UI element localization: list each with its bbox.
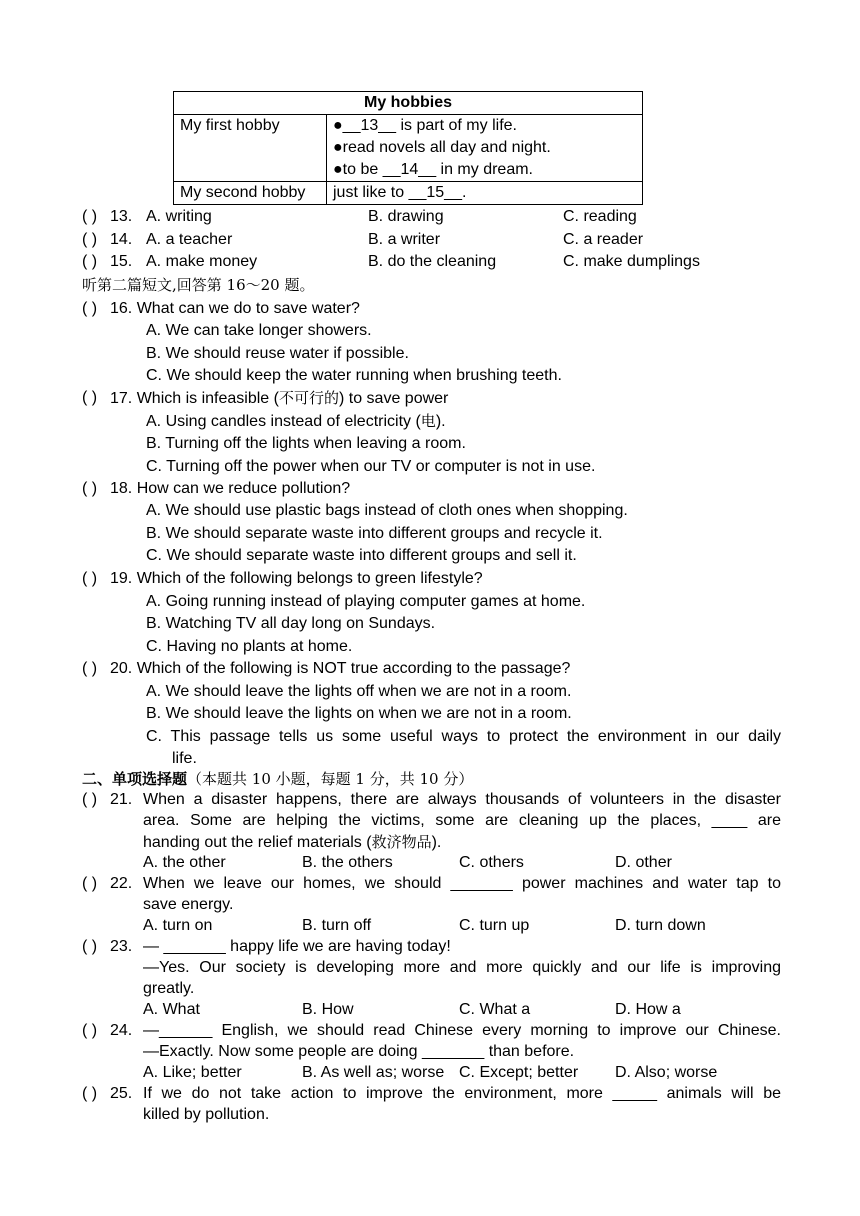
option-c: C. This passage tells us some useful ways to protect the environment in our daily	[146, 728, 781, 745]
passage-2-instruction: 听第二篇短文,回答第 16～20 题。	[82, 276, 315, 294]
option-b: B. a writer	[368, 231, 441, 248]
question-text-line: killed by pollution.	[143, 1106, 270, 1123]
option-c: C. We should keep the water running when brushing teeth.	[146, 367, 562, 384]
option-a: A. make money	[146, 253, 258, 270]
option-c: C. Except; better	[459, 1064, 579, 1081]
option-a: A. Using candles instead of electricity (电).	[146, 412, 446, 430]
option-b: B. the others	[302, 854, 393, 871]
answer-paren[interactable]: ( )	[82, 208, 98, 225]
table-row-label: My second hobby	[174, 182, 327, 205]
options-row	[0, 1000, 860, 1020]
question-stem: 19. Which of the following belongs to green lifestyle?	[110, 570, 483, 587]
table-title: My hobbies	[174, 92, 643, 115]
answer-paren[interactable]: ( )	[82, 791, 98, 808]
question-text-line: —Yes. Our society is developing more and more quickly and our life is improving	[143, 959, 781, 976]
option-a: A. Like; better	[143, 1064, 242, 1081]
table-line: ●to be __14__ in my dream.	[333, 161, 533, 178]
question-stem: 16. What can we do to save water?	[110, 300, 360, 317]
option-c: C. turn up	[459, 917, 530, 934]
answer-paren[interactable]: ( )	[82, 480, 98, 497]
question-text-line: —______ English, we should read Chinese every morning to improve our Chinese.	[143, 1022, 781, 1039]
question-text-line: When a disaster happens, there are always thousands of volunteers in the disaster	[143, 791, 781, 808]
option-b: B. do the cleaning	[368, 253, 497, 270]
option-c: C. others	[459, 854, 524, 871]
question-number: 13.	[110, 208, 133, 225]
option-c: C. What a	[459, 1001, 531, 1018]
option-a: A. writing	[146, 208, 212, 225]
table-row-label: My first hobby	[174, 115, 327, 182]
option-c: C. Having no plants at home.	[146, 638, 353, 655]
question-text-line: —Exactly. Now some people are doing _______ than before.	[143, 1043, 575, 1060]
option-d: D. How a	[615, 1001, 681, 1018]
section-note: （本题共 10 小题，每题 1 分，共 10 分）	[187, 770, 474, 788]
section-heading	[82, 769, 473, 789]
option-c: C. make dumplings	[563, 253, 700, 270]
options-row	[0, 1063, 860, 1083]
question-number: 23.	[110, 938, 133, 955]
question-number: 25.	[110, 1085, 133, 1102]
option-c: C. We should separate waste into different groups and sell it.	[146, 547, 577, 564]
question-number: 22.	[110, 875, 133, 892]
option-a: A. Going running instead of playing computer games at home.	[146, 593, 586, 610]
option-d: D. turn down	[615, 917, 706, 934]
answer-paren[interactable]: ( )	[82, 570, 98, 587]
question-text-line: If we do not take action to improve the environment, more _____ animals will be	[143, 1085, 781, 1102]
option-a: A. turn on	[143, 917, 213, 934]
option-b: B. drawing	[368, 208, 444, 225]
question-number: 24.	[110, 1022, 133, 1039]
option-d: D. other	[615, 854, 672, 871]
options-row	[0, 916, 860, 936]
answer-paren[interactable]: ( )	[82, 660, 98, 677]
option-a: A. the other	[143, 854, 226, 871]
answer-paren[interactable]: ( )	[82, 1022, 98, 1039]
question-text-line: area. Some are helping the victims, some are cleaning up the places, ____ are	[143, 812, 781, 829]
answer-paren[interactable]: ( )	[82, 938, 98, 955]
question-number: 21.	[110, 791, 133, 808]
question-number: 15.	[110, 253, 133, 270]
option-b: B. As well as; worse	[302, 1064, 445, 1081]
question-stem: 17. Which is infeasible (不可行的) to save power	[110, 389, 449, 407]
section-title: 二、单项选择题	[82, 770, 188, 788]
option-d: D. Also; worse	[615, 1064, 718, 1081]
question-text-line: greatly.	[143, 980, 195, 997]
option-b: B. Watching TV all day long on Sundays.	[146, 615, 436, 632]
option-b: B. How	[302, 1001, 354, 1018]
table-row-content: just like to __15__.	[327, 182, 643, 205]
option-a: A. We should use plastic bags instead of cloth ones when shopping.	[146, 502, 628, 519]
table-line: ●__13__ is part of my life.	[333, 117, 517, 134]
options-row	[0, 853, 860, 873]
option-b: B. Turning off the lights when leaving a room.	[146, 435, 466, 452]
question-stem: 18. How can we reduce pollution?	[110, 480, 351, 497]
hobby-table	[173, 91, 643, 205]
question-text-line: handing out the relief materials (救济物品).	[143, 833, 442, 851]
option-c: C. reading	[563, 208, 637, 225]
question-text-line: When we leave our homes, we should _______ power machines and water tap to	[143, 875, 781, 892]
answer-paren[interactable]: ( )	[82, 875, 98, 892]
table-line: ●read novels all day and night.	[333, 139, 551, 156]
option-b: B. We should reuse water if possible.	[146, 345, 409, 362]
option-b: B. We should leave the lights on when we are not in a room.	[146, 705, 572, 722]
answer-paren[interactable]: ( )	[82, 389, 98, 406]
question-number: 14.	[110, 231, 133, 248]
option-a: A. We can take longer showers.	[146, 322, 372, 339]
answer-paren[interactable]: ( )	[82, 300, 98, 317]
option-b: B. turn off	[302, 917, 372, 934]
answer-paren[interactable]: ( )	[82, 1085, 98, 1102]
option-a: A. What	[143, 1001, 200, 1018]
option-c-continued: life.	[172, 750, 197, 767]
answer-paren[interactable]: ( )	[82, 231, 98, 248]
option-b: B. We should separate waste into different groups and recycle it.	[146, 525, 603, 542]
option-a: A. a teacher	[146, 231, 233, 248]
option-c: C. Turning off the power when our TV or computer is not in use.	[146, 458, 596, 475]
option-c: C. a reader	[563, 231, 644, 248]
question-text-line: — _______ happy life we are having today!	[143, 938, 451, 955]
table-row-content	[327, 115, 643, 182]
option-a: A. We should leave the lights off when we are not in a room.	[146, 683, 572, 700]
question-text-line: save energy.	[143, 896, 234, 913]
question-stem: 20. Which of the following is NOT true according to the passage?	[110, 660, 571, 677]
answer-paren[interactable]: ( )	[82, 253, 98, 270]
